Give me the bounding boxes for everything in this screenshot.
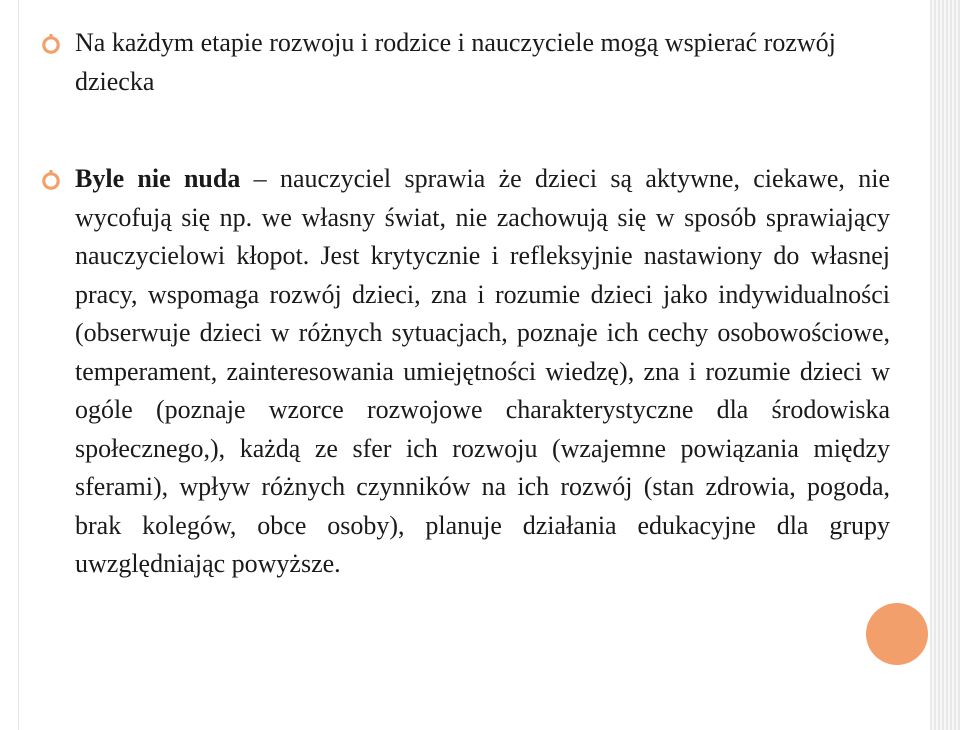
- orange-circle-decoration: [866, 603, 928, 665]
- bullet-2-lead: Byle nie nuda: [75, 164, 241, 193]
- bullet-item-2: [40, 160, 890, 584]
- loop-bullet-icon: [40, 170, 62, 192]
- bullet-2-dash: –: [240, 164, 280, 193]
- bullet-text-2: [75, 160, 890, 584]
- bullet-1-text: Na każdym etapie rozwoju i rodzice i nauczyciele mogą wspierać rozwój dziecka: [75, 28, 836, 96]
- bullet-2-rest: nauczyciel sprawia że dzieci są aktywne, ciekawe, nie wycofują się np. we własny świat, nie zachowują się w sposób sprawiający nauczycielowi kłopot. Jest krytycznie i refleksyjnie nastawiony do własnej pracy, wspomaga rozwój dzieci, zna i rozumie dzieci jako indywidualności (obserwuje dzieci w różnych sytuacjach, poznaje ich cechy osobowościowe, temperament, zainteresowania umiejętności wiedzę), zna i rozumie dzieci w ogóle (poznaje wzorce rozwojowe charakterystyczne dla środowiska społecznego,), każdą ze sfer ich rozwoju (wzajemne powiązania między sferami), wpływ różnych czynników na ich rozwój (stan zdrowia, pogoda, brak kolegów, obce osoby), planuje działania edukacyjne dla grupy uwzględniając powyższe.: [75, 164, 890, 578]
- bullet-item-1: [40, 24, 890, 101]
- bullet-text-1: [75, 24, 890, 101]
- left-divider-line: [18, 0, 19, 730]
- loop-bullet-icon: [40, 34, 62, 56]
- right-decorative-rail: [930, 0, 960, 730]
